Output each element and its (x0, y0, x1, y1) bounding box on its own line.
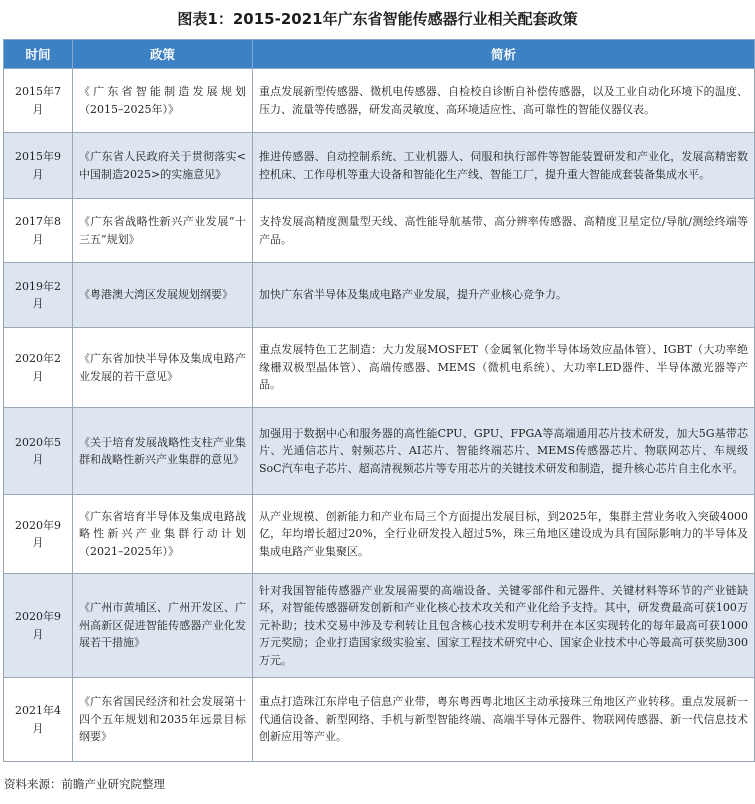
row-analysis: 针对我国智能传感器产业发展需要的高端设备、关键零部件和元器件、关键材料等环节的产业链缺环，对智能传感器研发创新和产业化核心技术攻关和产业化给予支持。其中，研发费最高可获100万元补助；技术交易中涉及专利转让且包含核心技术发明专利并在本区实现转化的每年最高可获1000万元奖励；企业打造国家级实验室、国家工程技术研究中心、国家企业技术中心等最高可获奖励300万元。 (253, 574, 755, 678)
row-policy: 《广州市黄埔区、广州开发区、广州高新区促进智能传感器产业化发展若干措施》 (73, 574, 253, 678)
table-row (4, 408, 755, 495)
row-analysis: 加快广东省半导体及集成电路产业发展，提升产业核心竞争力。 (253, 263, 755, 328)
table-row (4, 678, 755, 762)
row-time: 2020年5月 (4, 408, 73, 495)
row-policy: 《广东省培育半导体及集成电路战略性新兴产业集群行动计划（2021–2025年）》 (73, 495, 253, 574)
chart-title: 图表1：2015-2021年广东省智能传感器行业相关配套政策 (177, 10, 578, 28)
row-time: 2020年9月 (4, 495, 73, 574)
row-time: 2015年9月 (4, 133, 73, 199)
row-analysis: 重点发展特色工艺制造：大力发展MOSFET（金属氧化物半导体场效应晶体管）、IGBT（大功率绝缘栅双极型晶体管）、高端传感器、MEMS（微机电系统）、大功率LED器件、半导体激光器等产品。 (253, 328, 755, 408)
row-policy: 《关于培育发展战略性支柱产业集群和战略性新兴产业集群的意见》 (73, 408, 253, 495)
row-analysis: 支持发展高精度测量型天线、高性能导航基带、高分辨率传感器、高精度卫星定位/导航/测绘终端等产品。 (253, 199, 755, 263)
header-time: 时间 (4, 40, 73, 69)
table-row (4, 574, 755, 678)
row-policy: 《广东省国民经济和社会发展第十四个五年规划和2035年远景目标纲要》 (73, 678, 253, 762)
header-policy: 政策 (73, 40, 253, 69)
row-analysis: 重点发展新型传感器、微机电传感器、自检校自诊断自补偿传感器，以及工业自动化环境下的温度、压力、流量等传感器，研发高灵敏度、高环境适应性、高可靠性的智能仪器仪表。 (253, 69, 755, 133)
row-analysis: 推进传感器、自动控制系统、工业机器人、伺服和执行部件等智能装置研发和产业化，发展高精密数控机床、工作母机等重大设备和智能化生产线、智能工厂，提升重大智能成套装备集成水平。 (253, 133, 755, 199)
row-analysis: 重点打造珠江东岸电子信息产业带，粤东粤西粤北地区主动承接珠三角地区产业转移。重点发展新一代通信设备、新型网络、手机与新型智能终端、高端半导体元器件、物联网传感器、新一代信息技术创新应用等产业。 (253, 678, 755, 762)
row-policy: 《广东省加快半导体及集成电路产业发展的若干意见》 (73, 328, 253, 408)
row-policy: 《粤港澳大湾区发展规划纲要》 (73, 263, 253, 328)
table-row (4, 263, 755, 328)
table-row (4, 495, 755, 574)
row-time: 2015年7月 (4, 69, 73, 133)
policy-table (3, 39, 755, 762)
row-time: 2021年4月 (4, 678, 73, 762)
row-analysis: 加强用于数据中心和服务器的高性能CPU、GPU、FPGA等高端通用芯片技术研发，加大5G基带芯片、光通信芯片、射频芯片、AI芯片、智能终端芯片、MEMS传感器芯片、物联网芯片、车规级SoC汽车电子芯片、超高清视频芯片等专用芯片的关键技术研发和制造，提升核心芯片自主化水平。 (253, 408, 755, 495)
row-policy: 《广东省战略性新兴产业发展“十三五”规划》 (73, 199, 253, 263)
row-analysis: 从产业规模、创新能力和产业布局三个方面提出发展目标，到2025年，集群主营业务收入突破4000亿，年均增长超过20%，全行业研发投入超过5%，珠三角地区建设成为具有国际影响力的半导体及集成电路产业集聚区。 (253, 495, 755, 574)
row-time: 2019年2月 (4, 263, 73, 328)
table-row (4, 199, 755, 263)
source-note: 资料来源：前瞻产业研究院整理 (4, 777, 165, 791)
table-header-row (4, 40, 755, 69)
row-time: 2020年9月 (4, 574, 73, 678)
table-row (4, 133, 755, 199)
row-time: 2017年8月 (4, 199, 73, 263)
row-policy: 《广东省人民政府关于贯彻落实<中国制造2025>的实施意见》 (73, 133, 253, 199)
table-row (4, 69, 755, 133)
row-policy: 《广东省智能制造发展规划（2015–2025年）》 (73, 69, 253, 133)
row-time: 2020年2月 (4, 328, 73, 408)
header-analysis: 简析 (253, 40, 755, 69)
table-row (4, 328, 755, 408)
